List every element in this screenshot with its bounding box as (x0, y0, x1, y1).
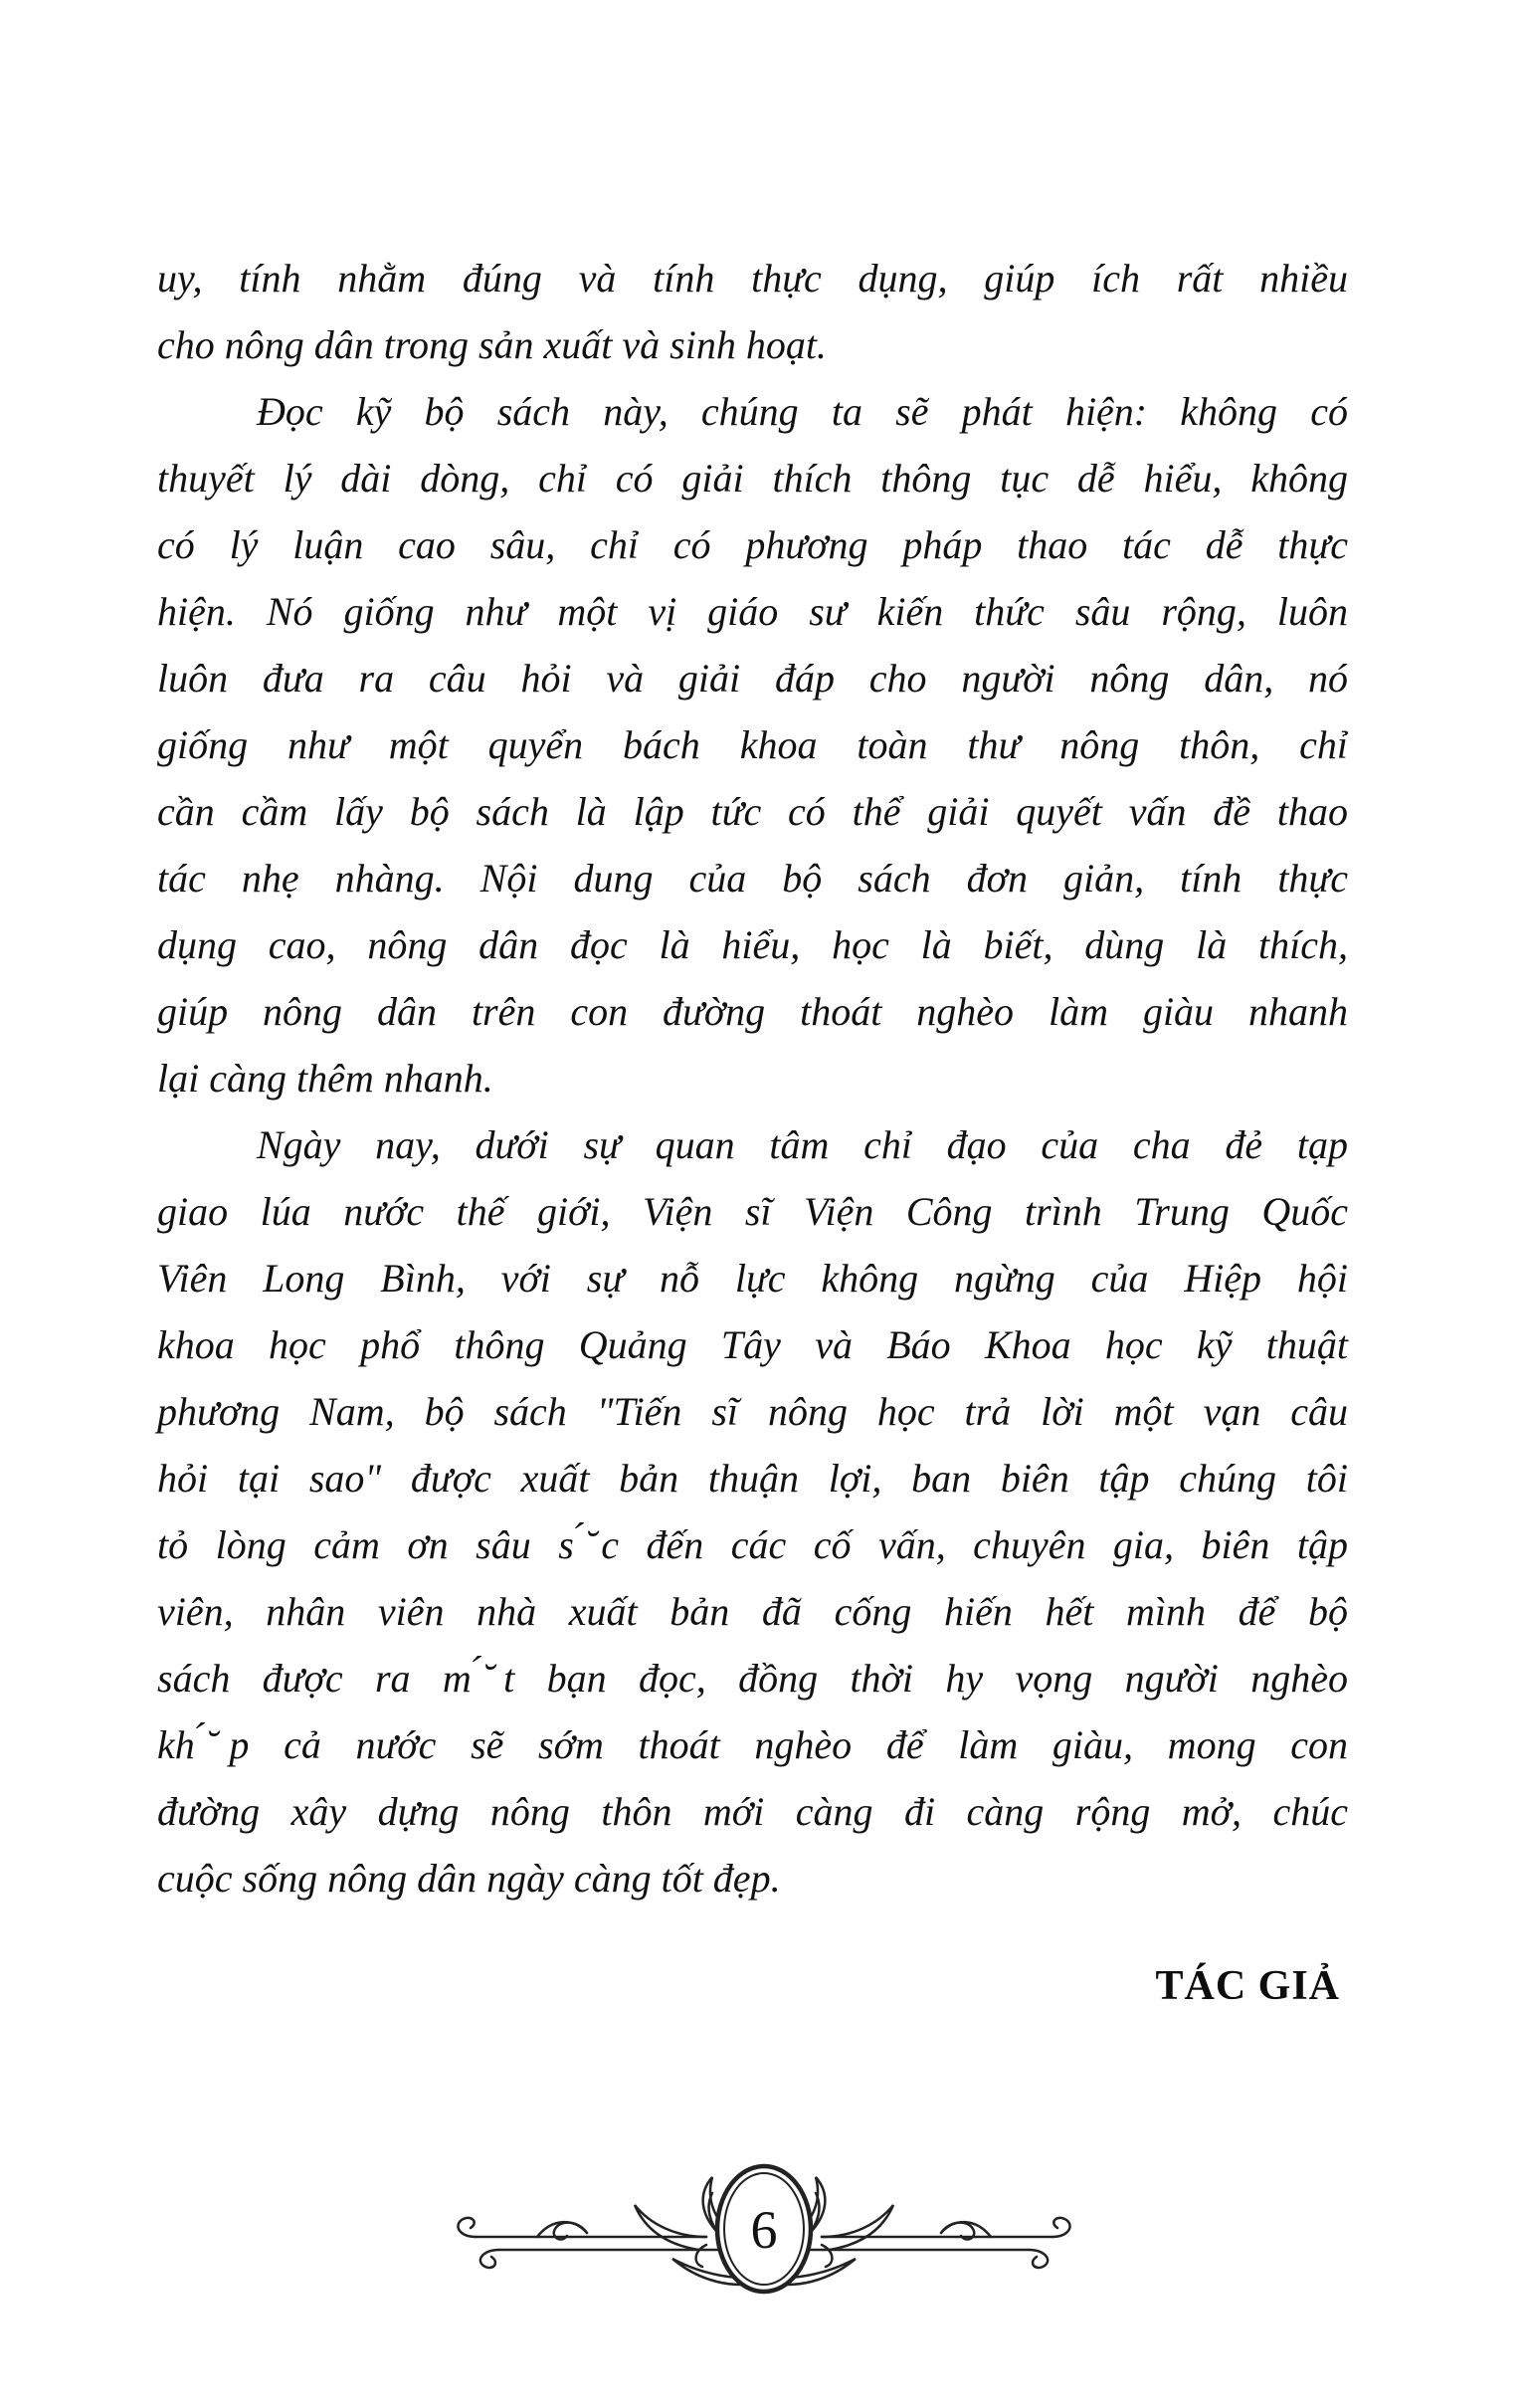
text-line: tỏ lòng cảm ơn sâu s ̆́c đến các cố vấn, chuyên gia, biên tập (157, 1522, 1348, 1567)
text-line: sách được ra m ̆́t bạn đọc, đồng thời hy vọng người nghèo (157, 1656, 1348, 1701)
text-line: giao lúa nước thế giới, Viện sĩ Viện Công trình Trung Quốc (157, 1189, 1348, 1234)
text-line: phương Nam, bộ sách "Tiến sĩ nông học trả lời một vạn câu (157, 1389, 1348, 1434)
text-line: Ngày nay, dưới sự quan tâm chỉ đạo của cha đẻ tạp (257, 1122, 1348, 1167)
text-line: Viên Long Bình, với sự nỗ lực không ngừng của Hiệp hội (157, 1256, 1348, 1301)
text-line: hiện. Nó giống như một vị giáo sư kiến thức sâu rộng, luôn (157, 589, 1348, 634)
text-line: kh ̆́p cả nước sẽ sớm thoát nghèo để làm giàu, mong con (157, 1722, 1348, 1767)
text-line: lại càng thêm nhanh. (157, 1056, 493, 1101)
text-line: cần cầm lấy bộ sách là lập tức có thể giải quyết vấn đề thao (157, 789, 1348, 834)
text-line: dụng cao, nông dân đọc là hiểu, học là biết, dùng là thích, (157, 922, 1348, 967)
body-text (157, 245, 1348, 1911)
text-line: Đọc kỹ bộ sách này, chúng ta sẽ phát hiện: không có (257, 389, 1348, 434)
text-line: giống như một quyển bách khoa toàn thư nông thôn, chỉ (157, 722, 1348, 767)
footer-ornament (446, 2151, 1082, 2310)
text-line: thuyết lý dài dòng, chỉ có giải thích thông tục dễ hiểu, không (157, 456, 1348, 501)
text-line: cho nông dân trong sản xuất và sinh hoạt. (157, 322, 827, 367)
text-line: hỏi tại sao" được xuất bản thuận lợi, ban biên tập chúng tôi (157, 1456, 1348, 1501)
text-line: viên, nhân viên nhà xuất bản đã cống hiến hết mình để bộ (157, 1589, 1348, 1634)
text-line: uy, tính nhằm đúng và tính thực dụng, giúp ích rất nhiều (157, 256, 1348, 301)
author-signature: TÁC GIẢ (1155, 1963, 1340, 2009)
text-line: có lý luận cao sâu, chỉ có phương pháp thao tác dễ thực (157, 522, 1348, 567)
text-line: cuộc sống nông dân ngày càng tốt đẹp. (157, 1856, 781, 1901)
flourish-divider-icon (446, 2151, 1082, 2310)
text-line: giúp nông dân trên con đường thoát nghèo làm giàu nhanh (157, 989, 1348, 1034)
text-line: đường xây dựng nông thôn mới càng đi càng rộng mở, chúc (157, 1789, 1348, 1834)
text-line: khoa học phổ thông Quảng Tây và Báo Khoa học kỹ thuật (157, 1322, 1348, 1367)
page-number: 6 (750, 2200, 778, 2260)
text-line: luôn đưa ra câu hỏi và giải đáp cho người nông dân, nó (157, 656, 1348, 701)
text-line: tác nhẹ nhàng. Nội dung của bộ sách đơn giản, tính thực (157, 856, 1348, 901)
